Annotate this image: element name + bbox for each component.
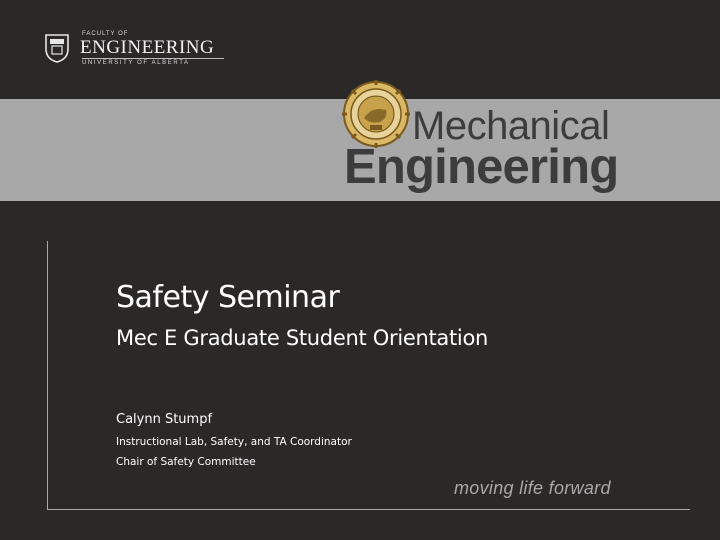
frame-vertical-line xyxy=(47,241,48,509)
logo-divider xyxy=(82,58,224,59)
slide-title: Safety Seminar xyxy=(116,280,340,315)
frame-horizontal-line xyxy=(47,509,690,510)
faculty-logo xyxy=(44,30,234,70)
department-name-line2: Engineering xyxy=(344,140,619,194)
faculty-name: ENGINEERING xyxy=(80,37,215,58)
university-name: UNIVERSITY OF ALBERTA xyxy=(82,60,190,66)
presenter-role: Chair of Safety Committee xyxy=(116,456,256,468)
presenter-name: Calynn Stumpf xyxy=(116,412,213,427)
department-name-line1: Mechanical xyxy=(412,104,610,148)
faculty-of-label: FACULTY OF xyxy=(82,31,129,37)
presenter-role: Instructional Lab, Safety, and TA Coordinator xyxy=(116,436,352,448)
university-crest-icon xyxy=(44,33,70,63)
tagline: moving life forward xyxy=(454,478,611,498)
engineering-seal-icon xyxy=(342,80,410,148)
slide-subtitle: Mec E Graduate Student Orientation xyxy=(116,326,489,350)
